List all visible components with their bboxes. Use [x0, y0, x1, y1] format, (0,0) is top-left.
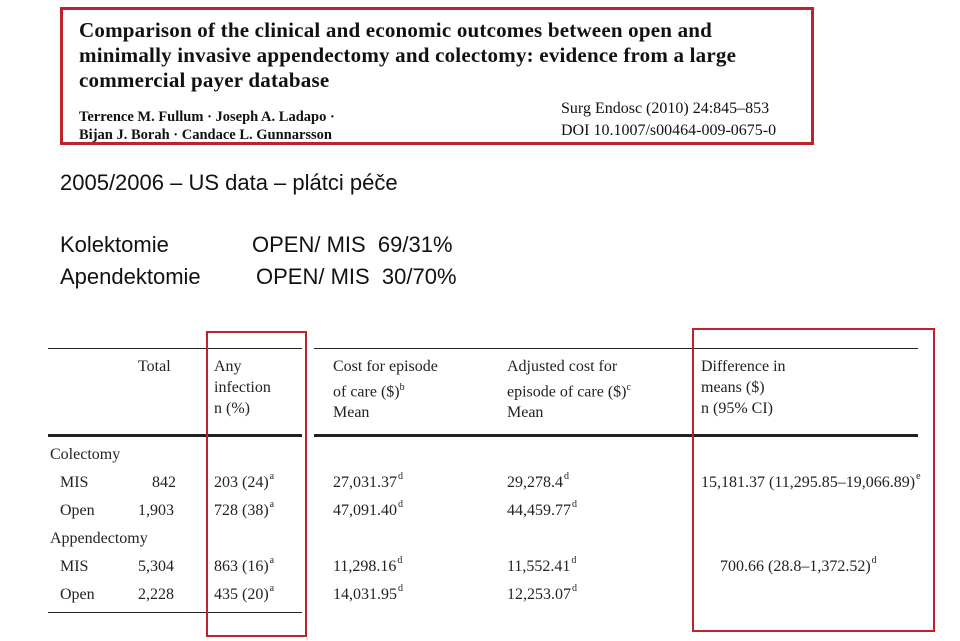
section-label-colectomy: Colectomy: [50, 446, 121, 463]
infection-value: 728 (38): [214, 502, 269, 519]
row-cost: [333, 583, 403, 604]
authors-line-1: Terrence M. Fullum · Joseph A. Ladapo ·: [79, 109, 335, 125]
header-adj-line1: Adjusted cost for: [507, 358, 618, 375]
paper-citation: [561, 98, 776, 142]
header-total: Total: [138, 358, 171, 375]
paper-citation-box: [60, 7, 814, 145]
adj-value: 29,278.4: [507, 474, 563, 491]
header-cost-line2-text: of care ($): [333, 383, 400, 401]
header-adjusted-cost: [507, 356, 631, 423]
adj-sup: d: [572, 583, 577, 594]
row-label: Open: [60, 502, 95, 519]
row-cost: [333, 555, 403, 576]
infection-value: 203 (24): [214, 474, 269, 491]
infection-sup: a: [269, 555, 275, 566]
adj-value: 11,552.41: [507, 558, 571, 575]
header-adj-line2: [507, 377, 631, 402]
header-any-line2: infection: [214, 379, 271, 396]
header-diff-line3: n (95% CI): [701, 400, 773, 417]
row-label-colectomy: Kolektomie: [60, 232, 169, 257]
header-any-line1: Any: [214, 358, 242, 375]
cost-value: 14,031.95: [333, 586, 397, 603]
cost-sup: d: [398, 583, 403, 594]
row-label: Open: [60, 586, 95, 603]
row-value-colectomy: OPEN/ MIS 69/31%: [252, 232, 453, 257]
header-cost-line3: Mean: [333, 404, 370, 422]
paper-authors: [79, 108, 335, 144]
doi-reference: DOI 10.1007/s00464-009-0675-0: [561, 122, 777, 139]
row-total: 842: [152, 474, 176, 491]
diff-sup: e: [916, 471, 921, 482]
row-total: 2,228: [138, 586, 174, 603]
section-label-appendectomy: Appendectomy: [50, 530, 148, 547]
journal-reference: Surg Endosc (2010) 24:845–853: [561, 100, 770, 117]
row-adjusted: [507, 471, 569, 492]
header-cost-line1: Cost for episode: [333, 358, 438, 375]
diff-value: 15,181.37 (11,295.85–19,066.89): [701, 474, 916, 491]
adj-value: 44,459.77: [507, 502, 571, 519]
header-adj-sup: c: [626, 382, 631, 393]
row-cost: [333, 499, 403, 520]
row-cost: [333, 471, 403, 492]
adj-value: 12,253.07: [507, 586, 571, 603]
diff-value: 700.66 (28.8–1,372.52): [720, 558, 871, 575]
infection-value: 435 (20): [214, 586, 269, 603]
cost-value: 11,298.16: [333, 558, 397, 575]
row-adjusted: [507, 555, 577, 576]
header-diff-line1: Difference in: [701, 358, 786, 375]
authors-line-2: Bijan J. Borah · Candace L. Gunnarsson: [79, 127, 332, 143]
header-cost-line2: [333, 377, 438, 402]
cost-sup: d: [397, 555, 403, 566]
cost-sup: d: [398, 471, 403, 482]
header-any-line3: n (%): [214, 400, 250, 417]
header-diff-line2: means ($): [701, 379, 765, 396]
header-adj-line3: Mean: [507, 404, 544, 422]
slide-heading: 2005/2006 – US data – plátci péče: [60, 170, 398, 195]
row-label: MIS: [60, 474, 89, 491]
highlight-box-difference: [692, 328, 935, 632]
adj-sup: d: [572, 499, 577, 510]
cost-value: 27,031.37: [333, 474, 397, 491]
header-cost-sup: b: [399, 382, 405, 393]
adj-sup: d: [564, 471, 569, 482]
row-label: MIS: [60, 558, 89, 575]
infection-sup: a: [269, 471, 275, 482]
cost-sup: d: [398, 499, 403, 510]
diff-sup: d: [871, 555, 877, 566]
infection-sup: a: [269, 583, 275, 594]
infection-sup: a: [269, 499, 275, 510]
highlight-box-infection: [206, 331, 307, 637]
cost-value: 47,091.40: [333, 502, 397, 519]
row-adjusted: [507, 499, 577, 520]
row-label-appendectomy: Apendektomie: [60, 264, 201, 289]
paper-title: Comparison of the clinical and economic outcomes between open and minimally invasive appendectomy and colectomy: evidence from a large commercial payer database: [79, 18, 737, 92]
row-total: 1,903: [138, 502, 174, 519]
header-adj-line2-text: episode of care ($): [507, 383, 627, 401]
header-cost: [333, 356, 438, 423]
infection-value: 863 (16): [214, 558, 269, 575]
row-value-appendectomy: OPEN/ MIS 30/70%: [256, 264, 457, 289]
adj-sup: d: [571, 555, 577, 566]
row-total: 5,304: [138, 558, 174, 575]
row-adjusted: [507, 583, 577, 604]
